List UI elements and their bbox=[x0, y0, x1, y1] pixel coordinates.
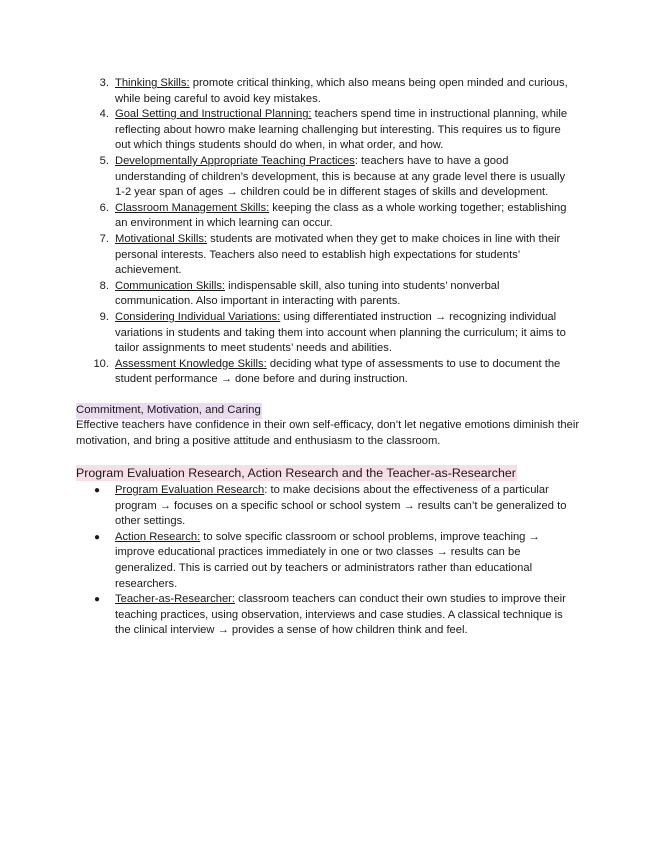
list-term: Program Evaluation Research bbox=[115, 484, 265, 496]
list-text: indispensable skill, also tuning into students’ nonverbal communication. Also important in interacting with parents. bbox=[115, 279, 500, 308]
list-text: students are motivated when they get to make choices in line with their personal interests. Teachers also need to establish high expectations for students’ achievement. bbox=[115, 232, 561, 277]
list-text: classroom teachers can conduct their own studies to improve their teaching practices, using observation, interviews and case studies. A classical technique is the clinical interview → provides a sense of how children think and feel. bbox=[115, 593, 566, 637]
list-item bbox=[76, 279, 576, 310]
bullet-icon: ● bbox=[94, 531, 101, 543]
list-item bbox=[76, 310, 576, 357]
list-item bbox=[76, 76, 576, 107]
list-term: Action Research: bbox=[115, 530, 201, 543]
list-number: 8. bbox=[99, 279, 109, 292]
list-term: Considering Individual Variations: bbox=[115, 310, 281, 323]
list-term: Assessment Knowledge Skills: bbox=[115, 357, 267, 370]
teaching-skills-list bbox=[76, 76, 576, 388]
list-term: Thinking Skills: bbox=[115, 77, 190, 89]
list-text: : to make decisions about the effectiveness of a particular program → focuses on a specific school or school system → results can’t be generalized to other settings. bbox=[115, 484, 567, 528]
list-item bbox=[76, 154, 576, 201]
list-text: teachers spend time in instructional planning, while reflecting about howro make learning challenging but interesting. This requires us to figure out which things students should do when, in what order, and how. bbox=[115, 108, 568, 152]
list-text: deciding what type of assessments to use to document the student performance → done before and during instruction. bbox=[115, 357, 561, 386]
list-item bbox=[76, 357, 576, 388]
list-item bbox=[76, 530, 581, 592]
list-term: Goal Setting and Instructional Planning: bbox=[115, 108, 312, 121]
list-term: Developmentally Appropriate Teaching Practices bbox=[115, 154, 355, 167]
list-term: Teacher-as-Researcher: bbox=[115, 593, 236, 606]
list-text: keeping the class as a whole working together; establishing an environment in which learning can occur. bbox=[115, 201, 567, 230]
research-types-list bbox=[76, 483, 581, 639]
list-term: Motivational Skills: bbox=[115, 232, 208, 245]
list-number: 9. bbox=[99, 310, 109, 323]
list-item bbox=[76, 201, 576, 232]
list-item bbox=[76, 592, 581, 639]
list-text: to solve specific classroom or school problems, improve teaching → improve educational practices immediately in one or two classes → results can be generalized. This is carried out by teachers or administrators rather than educational researchers. bbox=[115, 530, 540, 590]
list-term: Classroom Management Skills: bbox=[115, 201, 270, 214]
commitment-paragraph: Effective teachers have confidence in their own self-efficacy, don’t let negative emotions diminish their motivation, and bring a positive attitude and enthusiasm to the classroom. bbox=[76, 419, 580, 447]
list-number: 6. bbox=[99, 201, 109, 214]
list-number: 4. bbox=[99, 108, 109, 121]
bullet-icon: ● bbox=[94, 485, 101, 496]
list-item bbox=[76, 232, 576, 279]
list-term: Communication Skills: bbox=[115, 279, 226, 292]
bullet-icon: ● bbox=[94, 594, 101, 606]
list-number: 5. bbox=[99, 154, 109, 167]
list-text: promote critical thinking, which also means being open minded and curious, while being careful to avoid key mistakes. bbox=[115, 77, 568, 105]
list-text: using differentiated instruction → recognizing individual variations in students and taking them into account when planning the curriculum; it aims to tailor assignments to meet students’ needs and abilities. bbox=[115, 310, 566, 355]
list-text: : teachers have to have a good understanding of children’s development, this is because at any grade level there is usually 1-2 year span of ages → children could be in different stages of skills and development. bbox=[115, 154, 566, 199]
list-item bbox=[76, 483, 581, 530]
list-item bbox=[76, 107, 576, 154]
list-number: 10. bbox=[93, 357, 109, 370]
list-number: 3. bbox=[99, 77, 109, 89]
program-evaluation-heading: Program Evaluation Research, Action Research and the Teacher-as-Researcher bbox=[76, 466, 516, 480]
list-number: 7. bbox=[99, 232, 109, 245]
commitment-heading: Commitment, Motivation, and Caring bbox=[76, 403, 262, 419]
